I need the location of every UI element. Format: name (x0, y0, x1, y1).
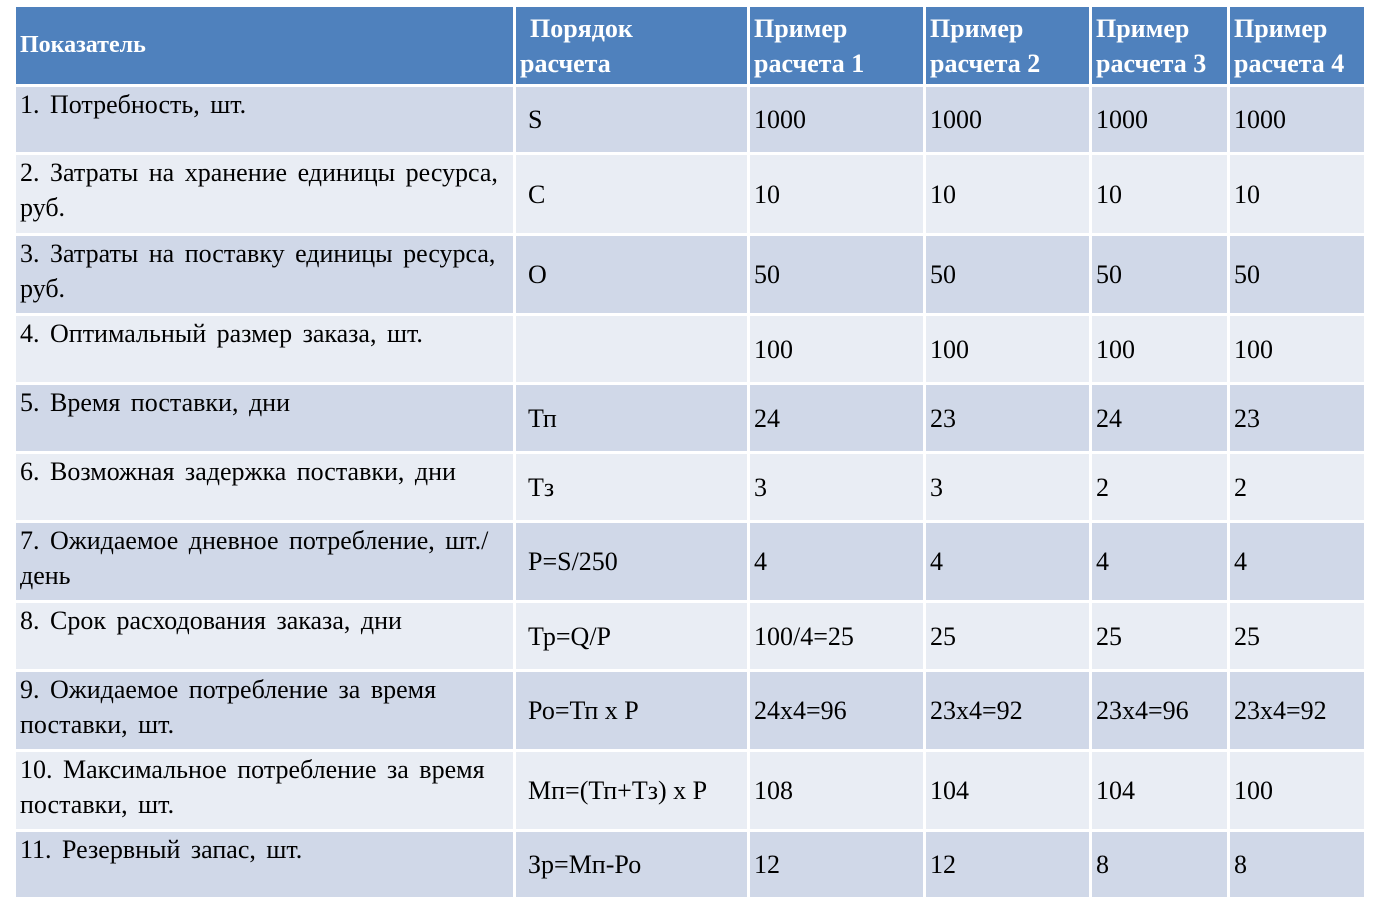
row-method: Тз (515, 453, 749, 522)
row-example-1-value: 10 (749, 154, 925, 235)
row-example-1-value: 1000 (749, 86, 925, 154)
row-indicator: 7. Ожидаемое дневное потребление, шт./день (15, 522, 515, 602)
row-example-4-value: 23 (1229, 384, 1366, 453)
header-example-4 (1229, 6, 1366, 86)
row-example-2-value: 23х4=92 (925, 671, 1091, 751)
row-example-4-value: 2 (1229, 453, 1366, 522)
row-method: Зр=Мп-Ро (515, 831, 749, 899)
row-indicator: 6. Возможная задержка поставки, дни (15, 453, 515, 522)
table-row (15, 384, 1366, 453)
row-example-3-value: 50 (1091, 235, 1229, 315)
calculation-table (13, 4, 1367, 900)
row-example-3-value: 25 (1091, 602, 1229, 671)
row-example-4-value: 4 (1229, 522, 1366, 602)
row-method: Мп=(Тп+Тз) х Р (515, 751, 749, 831)
row-example-2-value: 100 (925, 315, 1091, 384)
row-example-1-value: 4 (749, 522, 925, 602)
header-example-2 (925, 6, 1091, 86)
row-method: O (515, 235, 749, 315)
header-row (15, 6, 1366, 86)
table-row (15, 671, 1366, 751)
header-example-2-line1: Пример (930, 13, 1024, 43)
row-example-2-value: 50 (925, 235, 1091, 315)
row-example-1-value: 3 (749, 453, 925, 522)
row-example-4-value: 100 (1229, 751, 1366, 831)
row-indicator: 8. Срок расходования заказа, дни (15, 602, 515, 671)
header-indicator: Показатель (15, 6, 515, 86)
row-example-2-value: 3 (925, 453, 1091, 522)
row-method: S (515, 86, 749, 154)
row-example-4-value: 25 (1229, 602, 1366, 671)
row-example-3-value: 2 (1091, 453, 1229, 522)
row-example-1-value: 50 (749, 235, 925, 315)
table-row (15, 453, 1366, 522)
header-example-1-line2: расчета 1 (754, 48, 865, 78)
row-example-2-value: 25 (925, 602, 1091, 671)
row-example-2-value: 104 (925, 751, 1091, 831)
table-row (15, 235, 1366, 315)
row-method: P=S/250 (515, 522, 749, 602)
header-example-3 (1091, 6, 1229, 86)
row-example-1-value: 100 (749, 315, 925, 384)
header-example-4-line2: расчета 4 (1234, 48, 1345, 78)
row-indicator: 4. Оптимальный размер заказа, шт. (15, 315, 515, 384)
row-example-4-value: 8 (1229, 831, 1366, 899)
row-example-4-value: 1000 (1229, 86, 1366, 154)
row-indicator: 9. Ожидаемое потребление за время поставки, шт. (15, 671, 515, 751)
header-example-3-line1: Пример (1096, 13, 1190, 43)
row-example-4-value: 23х4=92 (1229, 671, 1366, 751)
row-indicator: 10. Максимальное потребление за время поставки, шт. (15, 751, 515, 831)
row-indicator: 11. Резервный запас, шт. (15, 831, 515, 899)
row-example-3-value: 8 (1091, 831, 1229, 899)
table-row (15, 602, 1366, 671)
row-example-3-value: 104 (1091, 751, 1229, 831)
table-row (15, 154, 1366, 235)
table-row (15, 831, 1366, 899)
table-row (15, 86, 1366, 154)
header-example-4-line1: Пример (1234, 13, 1328, 43)
row-example-2-value: 12 (925, 831, 1091, 899)
header-example-1 (749, 6, 925, 86)
header-example-3-line2: расчета 3 (1096, 48, 1207, 78)
row-method (515, 315, 749, 384)
header-method (515, 6, 749, 86)
row-example-2-value: 4 (925, 522, 1091, 602)
row-indicator: 5. Время поставки, дни (15, 384, 515, 453)
row-example-3-value: 10 (1091, 154, 1229, 235)
header-method-line2: расчета (520, 48, 611, 78)
row-example-2-value: 10 (925, 154, 1091, 235)
table-row (15, 751, 1366, 831)
table-row (15, 522, 1366, 602)
row-example-3-value: 24 (1091, 384, 1229, 453)
header-example-1-line1: Пример (754, 13, 848, 43)
header-method-line1: Порядок (530, 13, 633, 43)
row-example-2-value: 1000 (925, 86, 1091, 154)
header-example-2-line2: расчета 2 (930, 48, 1041, 78)
row-example-2-value: 23 (925, 384, 1091, 453)
row-example-1-value: 108 (749, 751, 925, 831)
row-indicator: 3. Затраты на поставку единицы ресурса, руб. (15, 235, 515, 315)
row-indicator: 1. Потребность, шт. (15, 86, 515, 154)
row-example-1-value: 24х4=96 (749, 671, 925, 751)
row-example-1-value: 24 (749, 384, 925, 453)
row-example-4-value: 100 (1229, 315, 1366, 384)
row-method: Тр=Q/P (515, 602, 749, 671)
row-method: Тп (515, 384, 749, 453)
row-example-3-value: 1000 (1091, 86, 1229, 154)
row-example-1-value: 12 (749, 831, 925, 899)
row-example-1-value: 100/4=25 (749, 602, 925, 671)
row-method: Ро=Тп х Р (515, 671, 749, 751)
row-example-4-value: 10 (1229, 154, 1366, 235)
row-example-4-value: 50 (1229, 235, 1366, 315)
row-example-3-value: 4 (1091, 522, 1229, 602)
row-indicator: 2. Затраты на хранение единицы ресурса, руб. (15, 154, 515, 235)
row-method: C (515, 154, 749, 235)
row-example-3-value: 23х4=96 (1091, 671, 1229, 751)
row-example-3-value: 100 (1091, 315, 1229, 384)
table-row (15, 315, 1366, 384)
